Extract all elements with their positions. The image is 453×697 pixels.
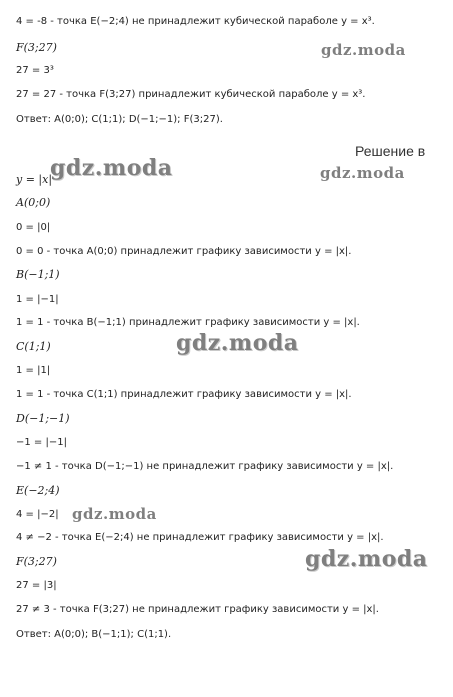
text-line: 4 = -8 - точка E(−2;4) не принадлежит кубической параболе y = x³.	[16, 16, 375, 27]
text-line: 27 = 3³	[16, 65, 54, 76]
text-line: C(1;1)	[16, 340, 51, 353]
text-line: E(−2;4)	[16, 484, 60, 497]
watermark: gdz.moda	[321, 41, 406, 59]
watermark: gdz.moda	[176, 330, 299, 356]
side-caption: Решение в	[355, 143, 426, 159]
text-line: 27 = 27 - точка F(3;27) принадлежит кубической параболе y = x³.	[16, 89, 366, 100]
watermark: gdz.moda	[305, 546, 428, 572]
text-line: F(3;27)	[16, 555, 57, 568]
text-line: 1 = |1|	[16, 365, 51, 376]
text-line: 1 = 1 - точка B(−1;1) принадлежит графику зависимости y = |x|.	[16, 317, 360, 328]
text-line: 4 ≠ −2 - точка E(−2;4) не принадлежит графику зависимости y = |x|.	[16, 532, 384, 543]
text-line: 0 = |0|	[16, 222, 51, 233]
watermark: gdz.moda	[320, 164, 405, 182]
text-line: D(−1;−1)	[16, 412, 70, 425]
text-line: 4 = |−2|	[16, 509, 59, 520]
text-line: B(−1;1)	[16, 268, 60, 281]
text-line: y = |x|	[16, 173, 53, 186]
watermark: gdz.moda	[72, 505, 157, 523]
text-line: 27 = |3|	[16, 580, 57, 591]
text-line: Ответ: A(0;0); B(−1;1); C(1;1).	[16, 629, 172, 640]
text-line: −1 = |−1|	[16, 437, 67, 448]
text-line: 27 ≠ 3 - точка F(3;27) не принадлежит графику зависимости y = |x|.	[16, 604, 379, 615]
text-line: 1 = |−1|	[16, 294, 59, 305]
text-line: Ответ: A(0;0); C(1;1); D(−1;−1); F(3;27).	[16, 114, 223, 125]
text-line: A(0;0)	[16, 196, 51, 209]
text-line: 0 = 0 - точка A(0;0) принадлежит графику зависимости y = |x|.	[16, 246, 352, 257]
text-line: −1 ≠ 1 - точка D(−1;−1) не принадлежит графику зависимости y = |x|.	[16, 461, 394, 472]
text-line: F(3;27)	[16, 41, 57, 54]
text-line: 1 = 1 - точка C(1;1) принадлежит графику зависимости y = |x|.	[16, 389, 352, 400]
watermark: gdz.moda	[50, 155, 173, 181]
